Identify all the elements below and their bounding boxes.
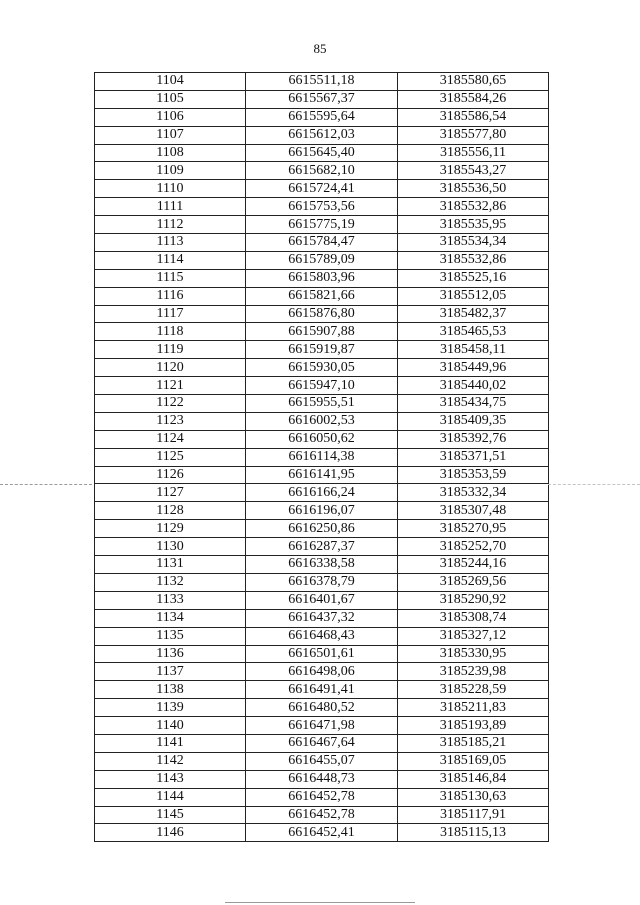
table-row [95, 180, 549, 198]
point-number-cell: 1111 [95, 198, 246, 216]
point-number-cell: 1123 [95, 412, 246, 430]
table-row [95, 430, 549, 448]
point-number-cell: 1117 [95, 305, 246, 323]
x-coordinate-cell: 6615567,37 [246, 90, 398, 108]
point-number-cell: 1112 [95, 216, 246, 234]
x-coordinate-cell: 6615955,51 [246, 395, 398, 413]
point-number-cell: 1119 [95, 341, 246, 359]
y-coordinate-cell: 3185169,05 [398, 752, 549, 770]
point-number-cell: 1145 [95, 806, 246, 824]
y-coordinate-cell: 3185458,11 [398, 341, 549, 359]
scan-artifact-line [225, 902, 415, 903]
x-coordinate-cell: 6616050,62 [246, 430, 398, 448]
y-coordinate-cell: 3185117,91 [398, 806, 549, 824]
table-row [95, 323, 549, 341]
table-row [95, 287, 549, 305]
x-coordinate-cell: 6615930,05 [246, 359, 398, 377]
x-coordinate-cell: 6615724,41 [246, 180, 398, 198]
x-coordinate-cell: 6615753,56 [246, 198, 398, 216]
x-coordinate-cell: 6615876,80 [246, 305, 398, 323]
table-row [95, 412, 549, 430]
x-coordinate-cell: 6616498,06 [246, 663, 398, 681]
x-coordinate-cell: 6615821,66 [246, 287, 398, 305]
x-coordinate-cell: 6615947,10 [246, 377, 398, 395]
table-row [95, 502, 549, 520]
x-coordinate-cell: 6616471,98 [246, 717, 398, 735]
x-coordinate-cell: 6615511,18 [246, 73, 398, 91]
table-row [95, 645, 549, 663]
x-coordinate-cell: 6616338,58 [246, 556, 398, 574]
x-coordinate-cell: 6616141,95 [246, 466, 398, 484]
point-number-cell: 1110 [95, 180, 246, 198]
point-number-cell: 1146 [95, 824, 246, 842]
point-number-cell: 1129 [95, 520, 246, 538]
point-number-cell: 1138 [95, 681, 246, 699]
point-number-cell: 1134 [95, 609, 246, 627]
table-row [95, 520, 549, 538]
table-row [95, 788, 549, 806]
table-row [95, 251, 549, 269]
point-number-cell: 1140 [95, 717, 246, 735]
table-row [95, 591, 549, 609]
y-coordinate-cell: 3185185,21 [398, 734, 549, 752]
x-coordinate-cell: 6616467,64 [246, 734, 398, 752]
coordinates-table-body [95, 73, 549, 842]
y-coordinate-cell: 3185532,86 [398, 251, 549, 269]
y-coordinate-cell: 3185307,48 [398, 502, 549, 520]
y-coordinate-cell: 3185577,80 [398, 126, 549, 144]
x-coordinate-cell: 6616480,52 [246, 699, 398, 717]
x-coordinate-cell: 6616452,41 [246, 824, 398, 842]
point-number-cell: 1126 [95, 466, 246, 484]
table-row [95, 699, 549, 717]
table-row [95, 144, 549, 162]
x-coordinate-cell: 6616455,07 [246, 752, 398, 770]
point-number-cell: 1133 [95, 591, 246, 609]
y-coordinate-cell: 3185269,56 [398, 573, 549, 591]
table-row [95, 90, 549, 108]
x-coordinate-cell: 6615645,40 [246, 144, 398, 162]
point-number-cell: 1136 [95, 645, 246, 663]
table-row [95, 234, 549, 252]
point-number-cell: 1124 [95, 430, 246, 448]
x-coordinate-cell: 6615612,03 [246, 126, 398, 144]
y-coordinate-cell: 3185115,13 [398, 824, 549, 842]
table-row [95, 448, 549, 466]
y-coordinate-cell: 3185556,11 [398, 144, 549, 162]
table-row [95, 73, 549, 91]
y-coordinate-cell: 3185534,34 [398, 234, 549, 252]
x-coordinate-cell: 6615682,10 [246, 162, 398, 180]
x-coordinate-cell: 6616114,38 [246, 448, 398, 466]
point-number-cell: 1109 [95, 162, 246, 180]
y-coordinate-cell: 3185193,89 [398, 717, 549, 735]
table-row [95, 305, 549, 323]
x-coordinate-cell: 6616437,32 [246, 609, 398, 627]
y-coordinate-cell: 3185449,96 [398, 359, 549, 377]
table-row [95, 573, 549, 591]
y-coordinate-cell: 3185434,75 [398, 395, 549, 413]
y-coordinate-cell: 3185536,50 [398, 180, 549, 198]
x-coordinate-cell: 6616468,43 [246, 627, 398, 645]
point-number-cell: 1127 [95, 484, 246, 502]
table-row [95, 734, 549, 752]
point-number-cell: 1130 [95, 538, 246, 556]
table-row [95, 466, 549, 484]
table-row [95, 162, 549, 180]
x-coordinate-cell: 6615789,09 [246, 251, 398, 269]
table-row [95, 484, 549, 502]
x-coordinate-cell: 6615775,19 [246, 216, 398, 234]
y-coordinate-cell: 3185332,34 [398, 484, 549, 502]
point-number-cell: 1128 [95, 502, 246, 520]
x-coordinate-cell: 6616501,61 [246, 645, 398, 663]
table-row [95, 609, 549, 627]
y-coordinate-cell: 3185580,65 [398, 73, 549, 91]
x-coordinate-cell: 6616452,78 [246, 806, 398, 824]
y-coordinate-cell: 3185290,92 [398, 591, 549, 609]
point-number-cell: 1122 [95, 395, 246, 413]
x-coordinate-cell: 6616401,67 [246, 591, 398, 609]
table-row [95, 198, 549, 216]
x-coordinate-cell: 6616002,53 [246, 412, 398, 430]
y-coordinate-cell: 3185440,02 [398, 377, 549, 395]
table-row [95, 341, 549, 359]
table-row [95, 770, 549, 788]
y-coordinate-cell: 3185308,74 [398, 609, 549, 627]
table-row [95, 663, 549, 681]
table-row [95, 806, 549, 824]
table-row [95, 824, 549, 842]
x-coordinate-cell: 6616287,37 [246, 538, 398, 556]
point-number-cell: 1114 [95, 251, 246, 269]
point-number-cell: 1104 [95, 73, 246, 91]
x-coordinate-cell: 6616378,79 [246, 573, 398, 591]
point-number-cell: 1121 [95, 377, 246, 395]
table-row [95, 681, 549, 699]
y-coordinate-cell: 3185586,54 [398, 108, 549, 126]
x-coordinate-cell: 6615907,88 [246, 323, 398, 341]
table-row [95, 359, 549, 377]
table-row [95, 269, 549, 287]
point-number-cell: 1113 [95, 234, 246, 252]
y-coordinate-cell: 3185211,83 [398, 699, 549, 717]
point-number-cell: 1135 [95, 627, 246, 645]
y-coordinate-cell: 3185584,26 [398, 90, 549, 108]
point-number-cell: 1144 [95, 788, 246, 806]
table-row [95, 717, 549, 735]
table-row [95, 627, 549, 645]
point-number-cell: 1105 [95, 90, 246, 108]
point-number-cell: 1108 [95, 144, 246, 162]
y-coordinate-cell: 3185465,53 [398, 323, 549, 341]
x-coordinate-cell: 6615595,64 [246, 108, 398, 126]
point-number-cell: 1115 [95, 269, 246, 287]
x-coordinate-cell: 6616250,86 [246, 520, 398, 538]
y-coordinate-cell: 3185532,86 [398, 198, 549, 216]
point-number-cell: 1141 [95, 734, 246, 752]
x-coordinate-cell: 6616448,73 [246, 770, 398, 788]
point-number-cell: 1125 [95, 448, 246, 466]
point-number-cell: 1120 [95, 359, 246, 377]
table-row [95, 108, 549, 126]
table-row [95, 395, 549, 413]
y-coordinate-cell: 3185512,05 [398, 287, 549, 305]
page-number: 85 [313, 41, 327, 56]
y-coordinate-cell: 3185525,16 [398, 269, 549, 287]
y-coordinate-cell: 3185146,84 [398, 770, 549, 788]
y-coordinate-cell: 3185330,95 [398, 645, 549, 663]
y-coordinate-cell: 3185353,59 [398, 466, 549, 484]
y-coordinate-cell: 3185252,70 [398, 538, 549, 556]
table-row [95, 126, 549, 144]
point-number-cell: 1142 [95, 752, 246, 770]
table-row [95, 556, 549, 574]
scan-artifact-line [0, 484, 92, 485]
point-number-cell: 1139 [95, 699, 246, 717]
x-coordinate-cell: 6615784,47 [246, 234, 398, 252]
scan-artifact-line [548, 484, 640, 485]
table-row [95, 216, 549, 234]
x-coordinate-cell: 6615919,87 [246, 341, 398, 359]
x-coordinate-cell: 6615803,96 [246, 269, 398, 287]
point-number-cell: 1137 [95, 663, 246, 681]
y-coordinate-cell: 3185535,95 [398, 216, 549, 234]
table-row [95, 377, 549, 395]
point-number-cell: 1107 [95, 126, 246, 144]
point-number-cell: 1116 [95, 287, 246, 305]
table-row [95, 538, 549, 556]
y-coordinate-cell: 3185270,95 [398, 520, 549, 538]
y-coordinate-cell: 3185482,37 [398, 305, 549, 323]
y-coordinate-cell: 3185543,27 [398, 162, 549, 180]
coordinates-table [94, 72, 549, 842]
y-coordinate-cell: 3185130,63 [398, 788, 549, 806]
y-coordinate-cell: 3185409,35 [398, 412, 549, 430]
point-number-cell: 1132 [95, 573, 246, 591]
x-coordinate-cell: 6616166,24 [246, 484, 398, 502]
table-row [95, 752, 549, 770]
y-coordinate-cell: 3185228,59 [398, 681, 549, 699]
y-coordinate-cell: 3185244,16 [398, 556, 549, 574]
x-coordinate-cell: 6616491,41 [246, 681, 398, 699]
y-coordinate-cell: 3185327,12 [398, 627, 549, 645]
x-coordinate-cell: 6616196,07 [246, 502, 398, 520]
point-number-cell: 1106 [95, 108, 246, 126]
y-coordinate-cell: 3185392,76 [398, 430, 549, 448]
point-number-cell: 1118 [95, 323, 246, 341]
y-coordinate-cell: 3185371,51 [398, 448, 549, 466]
x-coordinate-cell: 6616452,78 [246, 788, 398, 806]
point-number-cell: 1143 [95, 770, 246, 788]
y-coordinate-cell: 3185239,98 [398, 663, 549, 681]
point-number-cell: 1131 [95, 556, 246, 574]
